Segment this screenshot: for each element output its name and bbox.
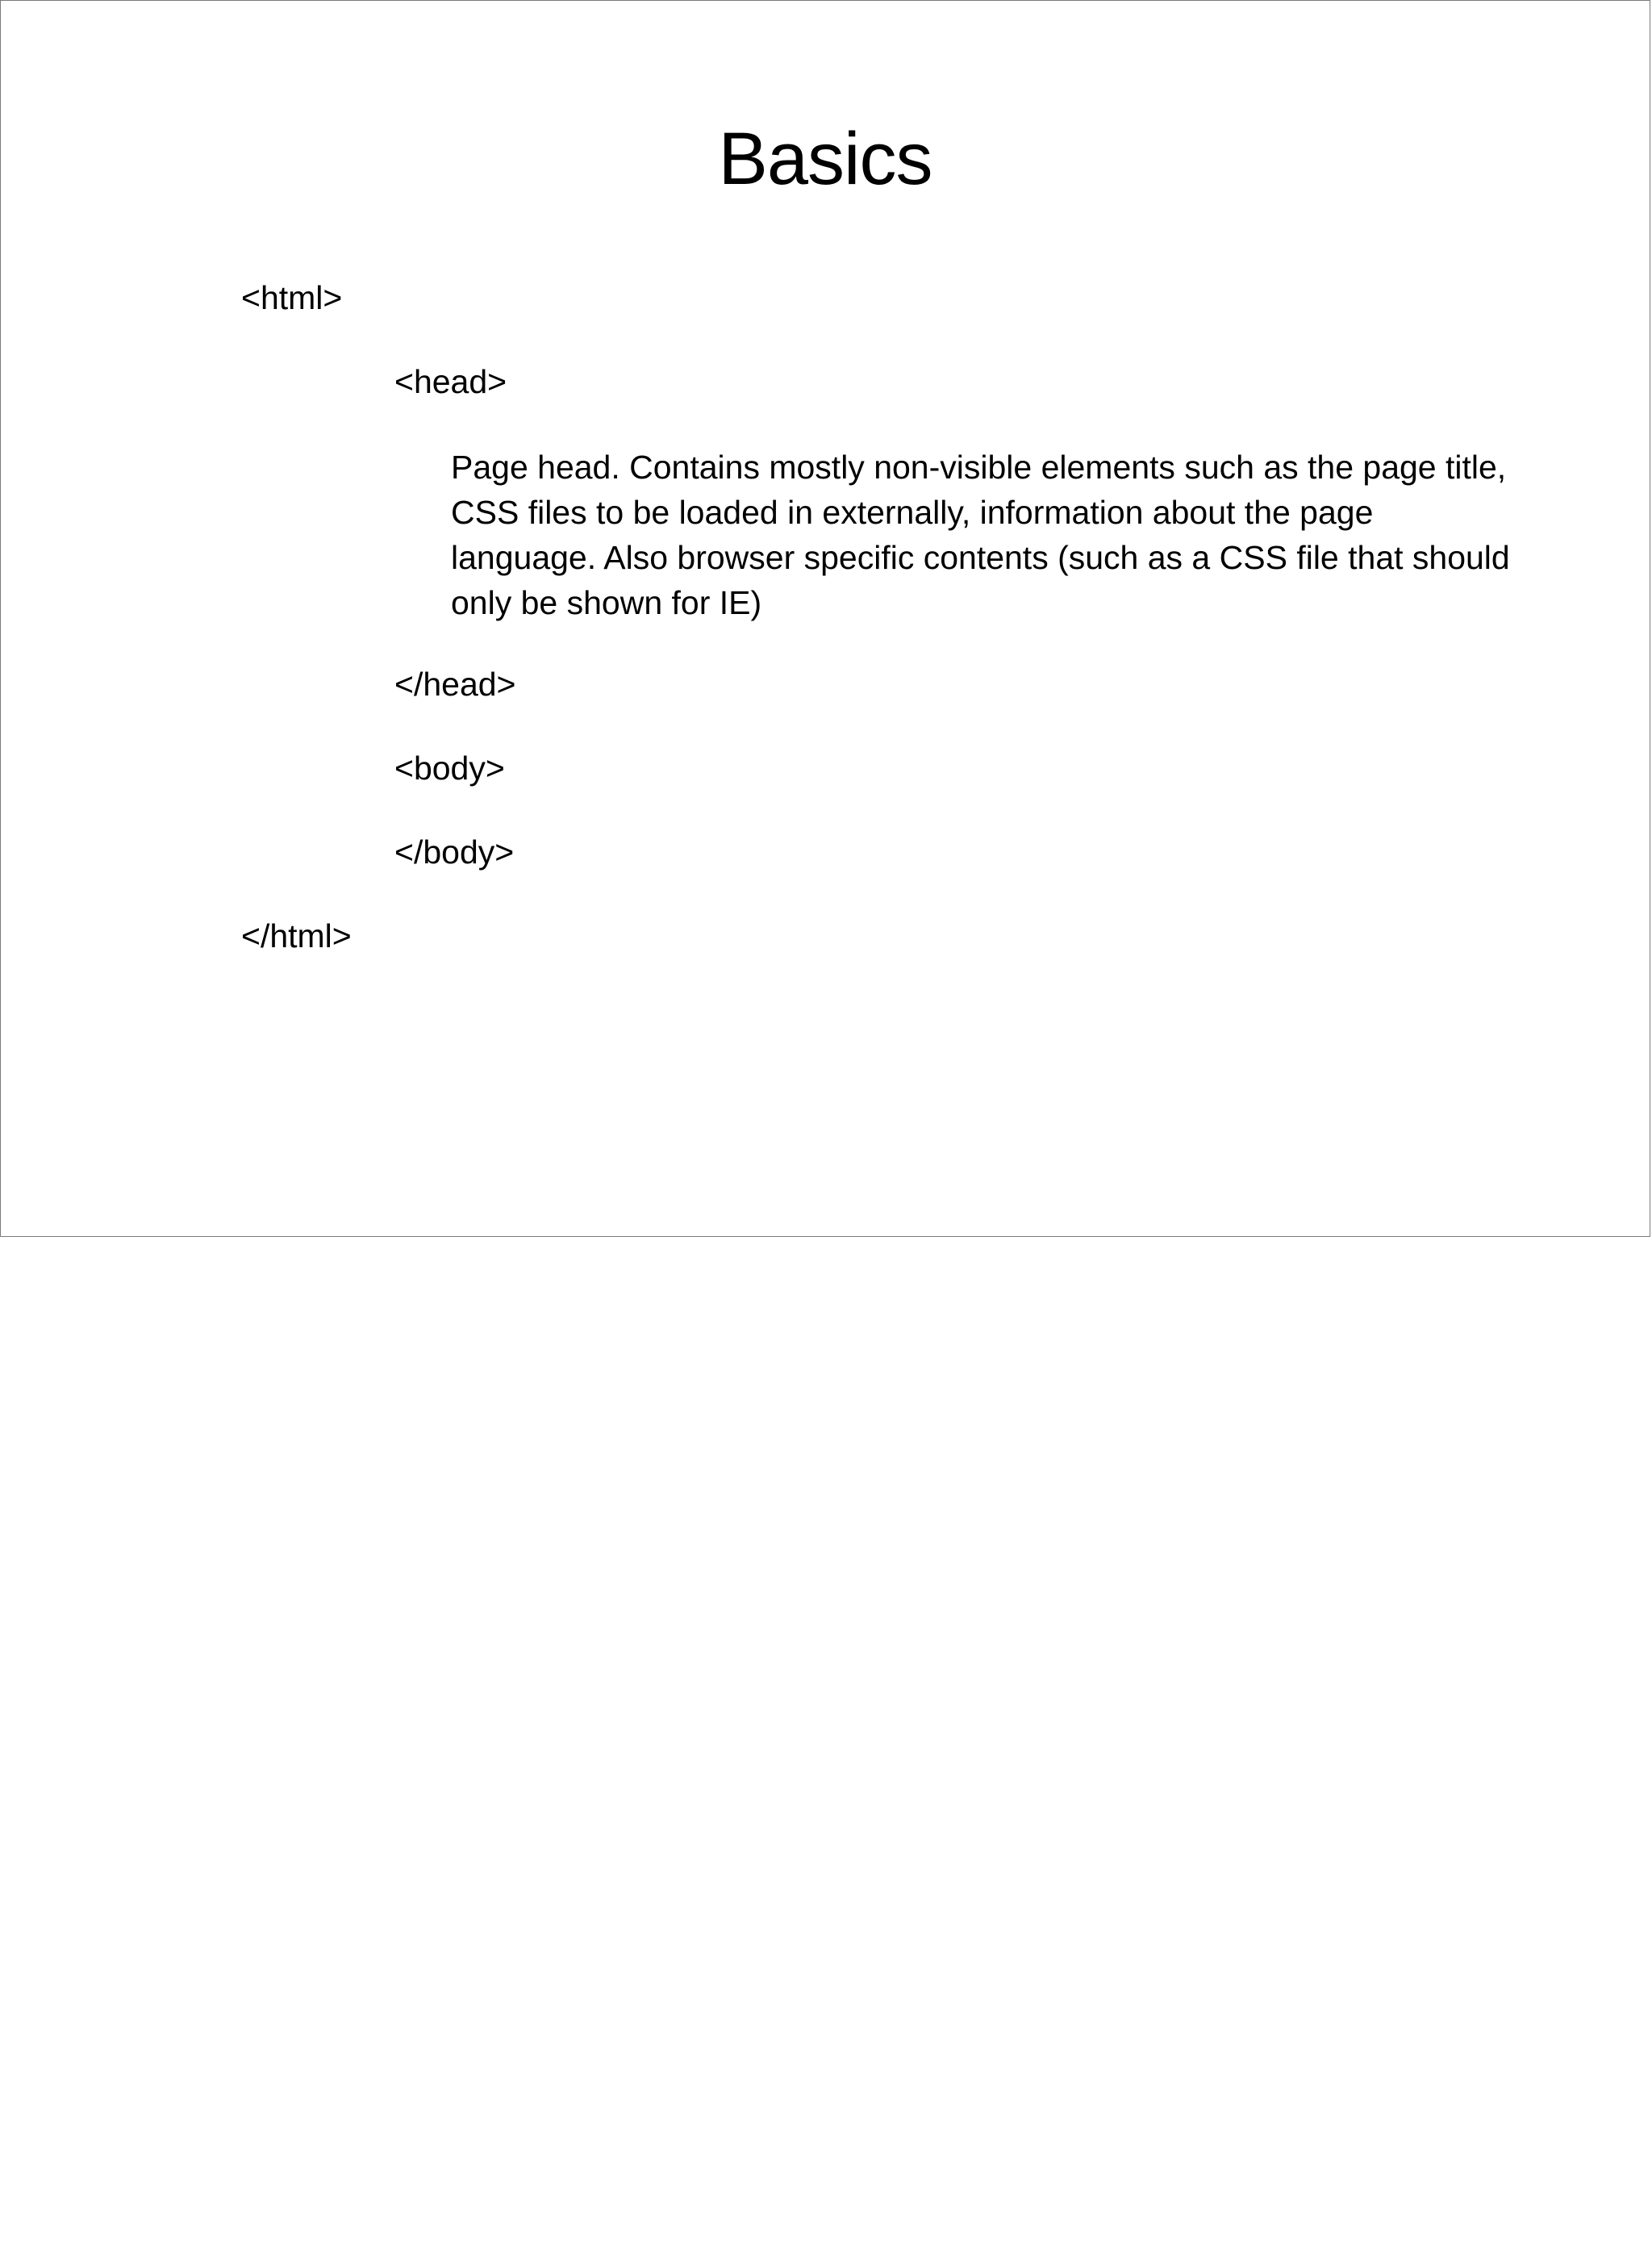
html-open-tag: <html> <box>241 279 343 316</box>
body-close-tag: </body> <box>394 833 515 871</box>
head-close-tag: </head> <box>394 666 516 703</box>
head-description: Page head. Contains mostly non-visible elements such as the page title, CSS files to be loaded in externally, information about the page language. Also browser specific contents (such as a CSS file that should only be shown for IE) <box>451 449 1510 621</box>
html-close-tag: </html> <box>241 917 352 954</box>
body-open-tag: <body> <box>394 750 505 787</box>
head-open-tag: <head> <box>394 363 507 400</box>
slide-title: Basics <box>718 118 932 200</box>
